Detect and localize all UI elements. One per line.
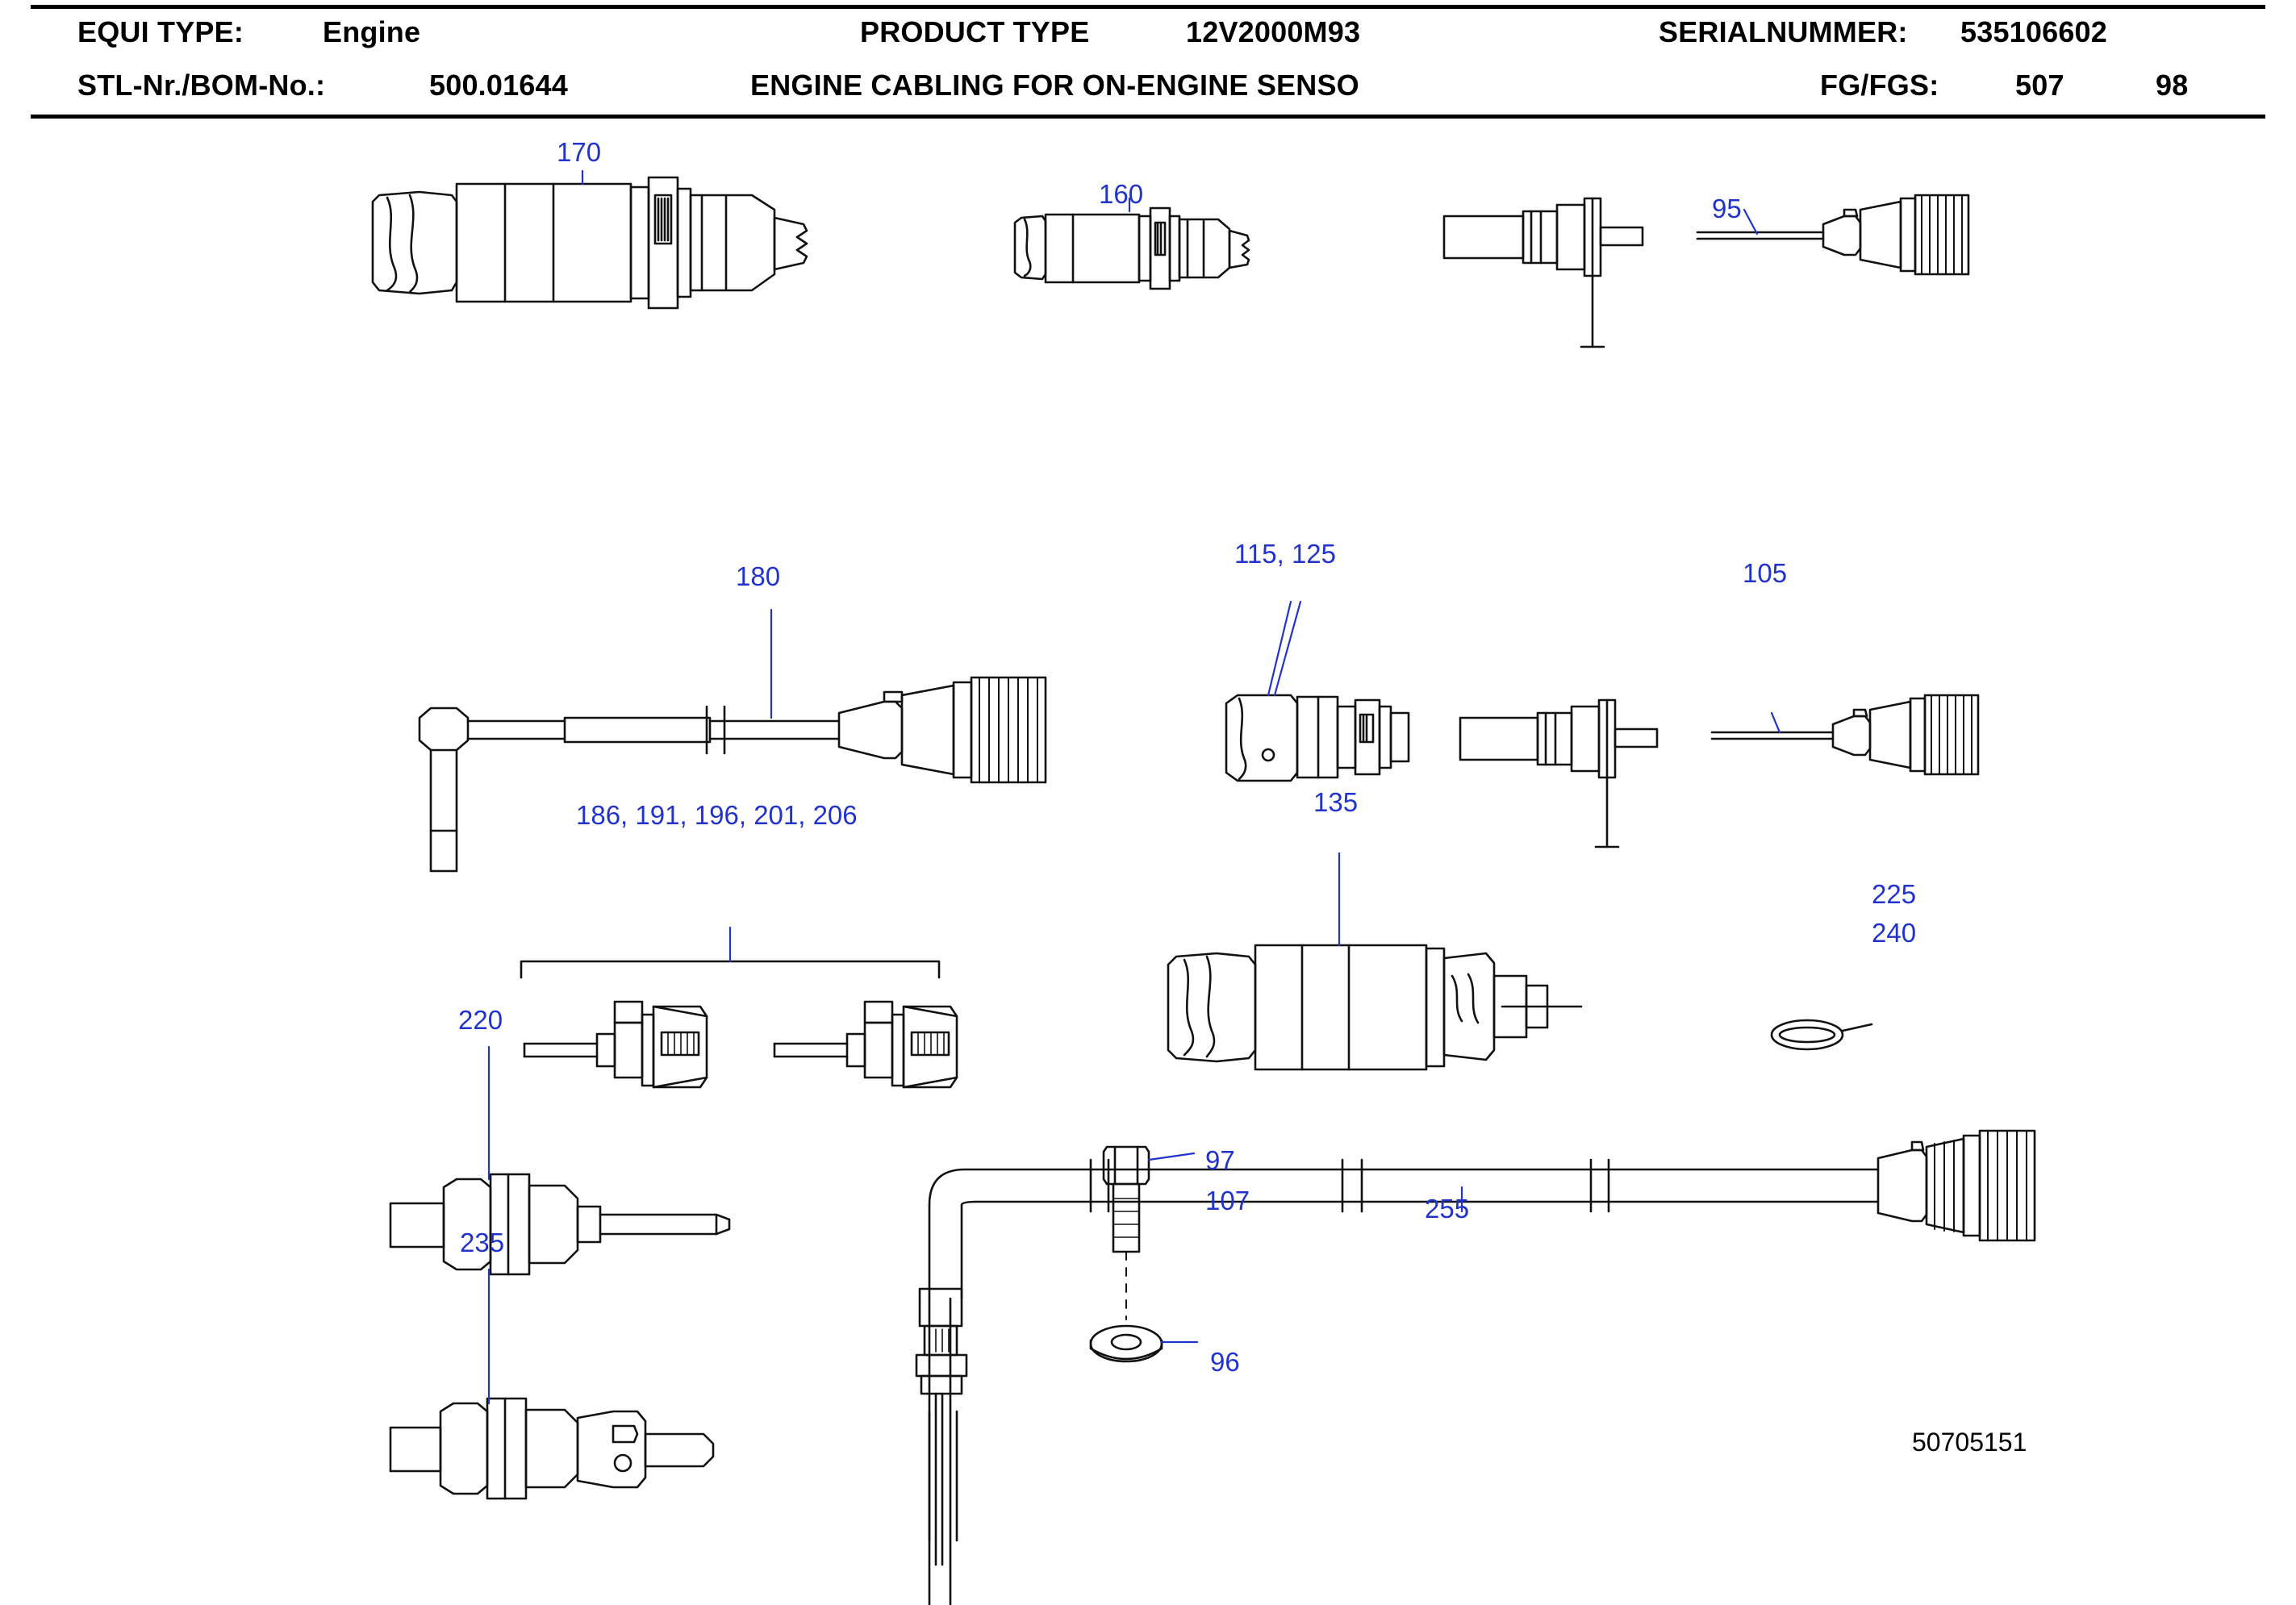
equi-type-value: Engine [323,15,421,48]
callout-255: 255 [1425,1194,1470,1224]
callout-235: 235 [460,1228,505,1257]
serial-label: SERIALNUMMER: [1659,15,1908,48]
fgs-label: FG/FGS: [1820,69,1939,102]
part-unlabeled-temp-sensor-mid [1460,700,1657,847]
exploded-parts-drawing [0,121,2296,1605]
callout-96: 96 [1210,1347,1240,1377]
product-type-label: PRODUCT TYPE [860,15,1090,48]
callout-115-125: 115, 125 [1234,539,1337,569]
part-225-240-o-ring [1772,1020,1872,1049]
equi-type-label: EQUI TYPE: [77,15,244,48]
stl-bom-value: 500.01644 [429,69,568,102]
callout-107: 107 [1205,1186,1250,1215]
header-bottom-rule [31,115,2265,119]
part-96-washer [1091,1326,1197,1361]
fgs-value-2: 98 [2156,69,2189,102]
callout-186-206: 186, 191, 196, 201, 206 [576,800,858,830]
sheet-title: ENGINE CABLING FOR ON-ENGINE SENSO [750,69,1359,102]
part-235-sensor [390,1269,713,1499]
callout-97: 97 [1205,1145,1235,1175]
part-180-cable-assembly [420,610,1046,871]
callout-105: 105 [1743,558,1788,588]
serial-value: 535106602 [1960,15,2107,48]
callout-95: 95 [1712,194,1742,223]
drawing-number: 50705151 [1912,1428,2027,1457]
callout-240: 240 [1872,918,1917,948]
part-105-cable-connector [1712,695,1978,774]
fgs-value: 507 [2015,69,2064,102]
callout-180: 180 [736,561,781,591]
part-255-probe-cable [916,1131,2035,1605]
part-unlabeled-temp-sensor-top [1444,198,1643,347]
part-135-sensor [1168,853,1581,1069]
callout-160: 160 [1099,179,1144,209]
header-top-rule [31,5,2265,9]
part-160-connector [1015,198,1249,289]
part-170-sensor [373,171,807,308]
product-type-value: 12V2000M93 [1186,15,1361,48]
stl-bom-label: STL-Nr./BOM-No.: [77,69,326,102]
part-group-186-206 [521,928,957,1087]
part-220-sensor [390,1047,729,1274]
sheet-header [0,0,2296,121]
part-97-107-bolt [1104,1147,1194,1319]
callout-225: 225 [1872,879,1917,909]
part-115-125-sensor [1226,602,1409,781]
parts-illustration [0,121,2296,1605]
callout-220: 220 [458,1005,503,1035]
callout-170: 170 [557,137,602,167]
callout-135: 135 [1313,787,1359,817]
